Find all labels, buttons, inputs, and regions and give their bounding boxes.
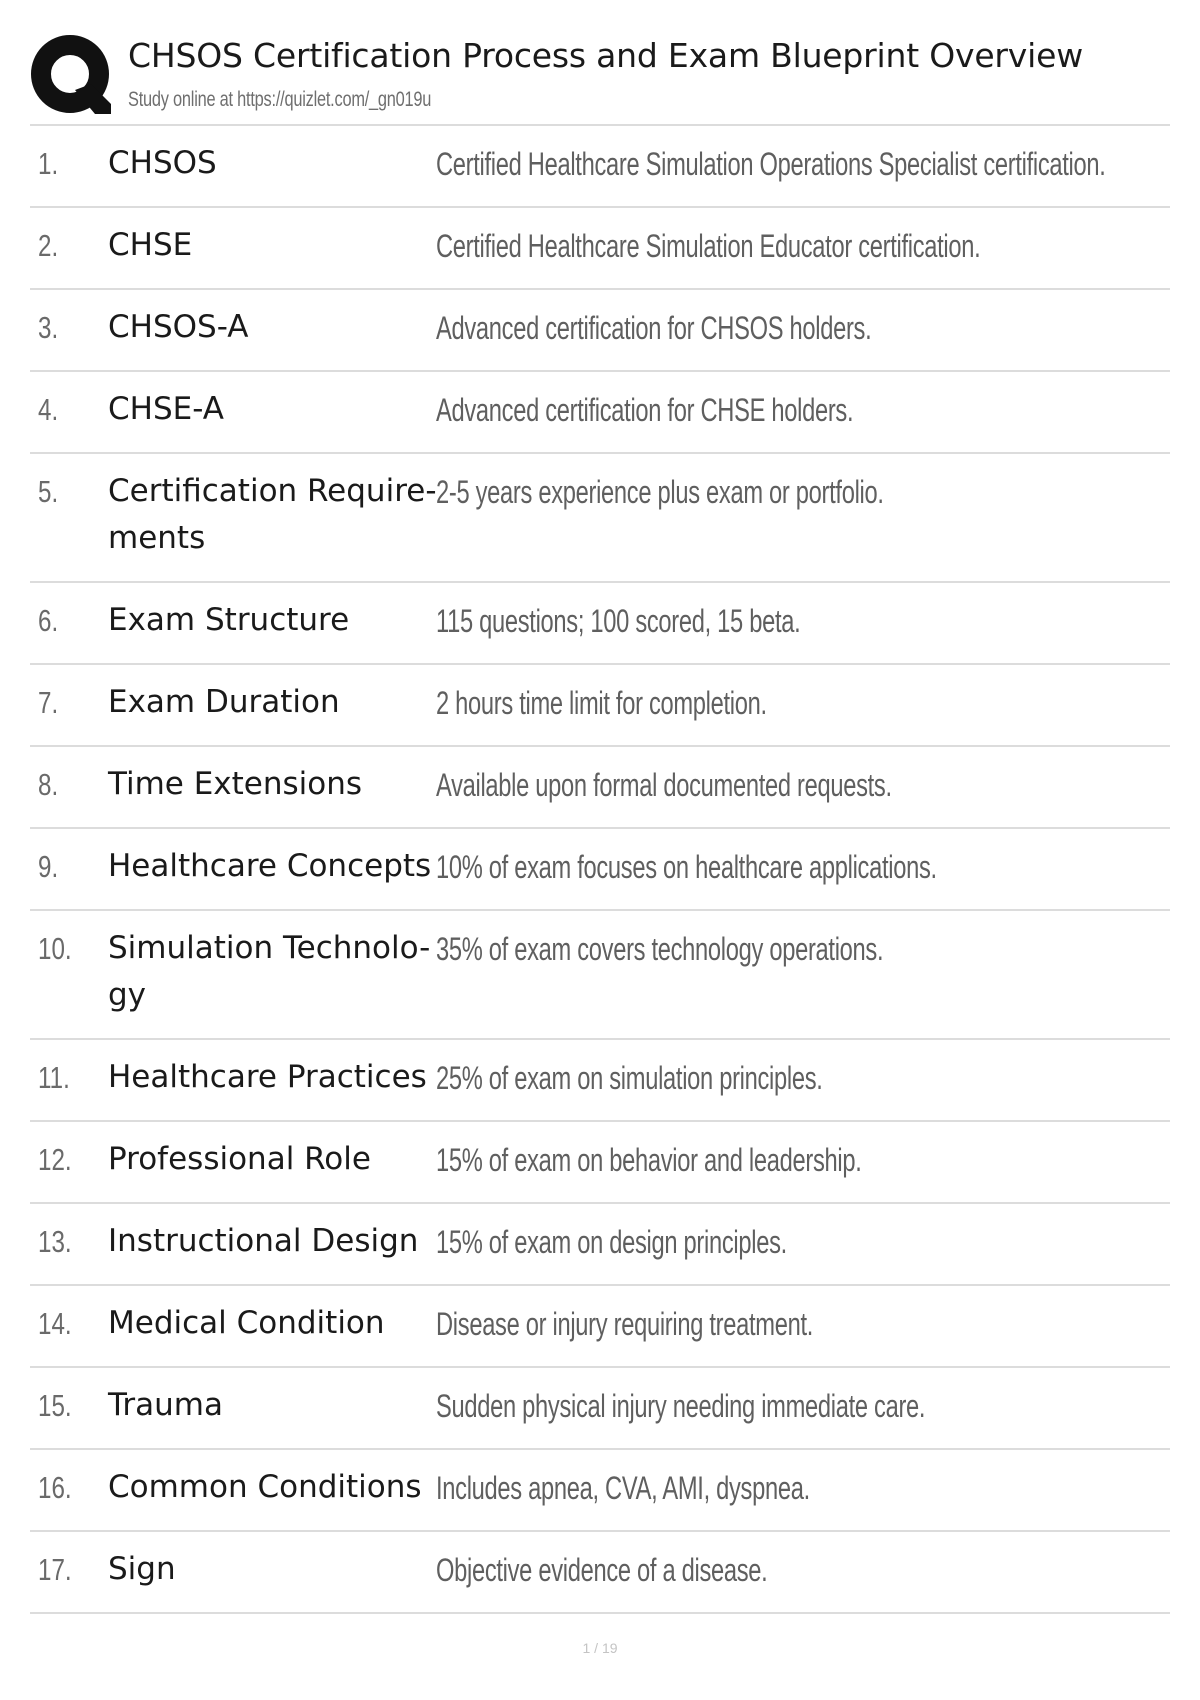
term-number: 9. bbox=[38, 849, 59, 884]
term-number: 16. bbox=[38, 1470, 72, 1505]
term-word: Simulation Technolo- gy bbox=[108, 930, 431, 1013]
term-word: CHSE-A bbox=[108, 391, 224, 427]
term-number: 11. bbox=[38, 1060, 70, 1095]
term-word: Healthcare Concepts bbox=[108, 848, 432, 884]
term-number: 7. bbox=[38, 685, 59, 720]
term-number: 3. bbox=[38, 310, 59, 345]
term-number: 8. bbox=[38, 767, 59, 802]
term-number: 12. bbox=[38, 1142, 72, 1177]
term-row bbox=[30, 208, 1170, 290]
term-word: Healthcare Practices bbox=[108, 1059, 427, 1095]
term-definition: Certified Healthcare Simulation Educator certification. bbox=[436, 228, 981, 264]
term-definition: 35% of exam covers technology operations. bbox=[436, 931, 884, 967]
term-word: Sign bbox=[108, 1551, 176, 1587]
term-definition: Certified Healthcare Simulation Operations Specialist certification. bbox=[436, 146, 1106, 182]
term-definition: 115 questions; 100 scored, 15 beta. bbox=[436, 603, 801, 639]
term-definition: 25% of exam on simulation principles. bbox=[436, 1060, 823, 1096]
term-row bbox=[30, 454, 1170, 583]
term-definition: Sudden physical injury needing immediate care. bbox=[436, 1388, 926, 1424]
term-number: 13. bbox=[38, 1224, 72, 1259]
term-number: 6. bbox=[38, 603, 59, 638]
page-header bbox=[30, 30, 1170, 126]
term-number: 14. bbox=[38, 1306, 72, 1341]
term-number: 1. bbox=[38, 146, 59, 181]
term-definition: 2 hours time limit for completion. bbox=[436, 685, 767, 721]
term-row bbox=[30, 1122, 1170, 1204]
term-row bbox=[30, 1286, 1170, 1368]
term-word: Instructional Design bbox=[108, 1223, 419, 1259]
term-row bbox=[30, 1532, 1170, 1614]
term-definition: Available upon formal documented requests. bbox=[436, 767, 892, 803]
term-definition: 15% of exam on behavior and leadership. bbox=[436, 1142, 862, 1178]
term-word: Certification Require- ments bbox=[108, 473, 437, 556]
term-word: CHSOS bbox=[108, 145, 217, 181]
term-row bbox=[30, 1450, 1170, 1532]
term-word: Medical Condition bbox=[108, 1305, 385, 1341]
term-definition: Advanced certification for CHSOS holders. bbox=[436, 310, 872, 346]
term-number: 2. bbox=[38, 228, 59, 263]
term-row bbox=[30, 829, 1170, 911]
term-row bbox=[30, 1204, 1170, 1286]
term-row bbox=[30, 372, 1170, 454]
term-definition: Disease or injury requiring treatment. bbox=[436, 1306, 814, 1342]
study-link[interactable]: Study online at https://quizlet.com/_gn019u bbox=[128, 88, 432, 111]
term-row bbox=[30, 126, 1170, 208]
term-row bbox=[30, 747, 1170, 829]
term-row bbox=[30, 1368, 1170, 1450]
term-definition: 2-5 years experience plus exam or portfolio. bbox=[436, 474, 884, 510]
term-row bbox=[30, 290, 1170, 372]
term-definition: Objective evidence of a disease. bbox=[436, 1552, 768, 1588]
term-row bbox=[30, 1040, 1170, 1122]
term-word: CHSOS-A bbox=[108, 309, 249, 345]
term-word: Trauma bbox=[108, 1387, 223, 1423]
page-number: 1 / 19 bbox=[582, 1640, 618, 1656]
quizlet-logo-icon bbox=[31, 34, 113, 120]
term-number: 5. bbox=[38, 474, 59, 509]
term-number: 15. bbox=[38, 1388, 72, 1423]
term-row bbox=[30, 911, 1170, 1040]
page-title: CHSOS Certification Process and Exam Blueprint Overview bbox=[128, 36, 1083, 75]
term-word: Exam Structure bbox=[108, 602, 350, 638]
term-row bbox=[30, 665, 1170, 747]
term-definition: 10% of exam focuses on healthcare applications. bbox=[436, 849, 937, 885]
term-definition: Includes apnea, CVA, AMI, dyspnea. bbox=[436, 1470, 810, 1506]
term-row bbox=[30, 583, 1170, 665]
term-definition: Advanced certification for CHSE holders. bbox=[436, 392, 854, 428]
term-list bbox=[30, 126, 1170, 1614]
term-definition: 15% of exam on design principles. bbox=[436, 1224, 787, 1260]
term-number: 4. bbox=[38, 392, 59, 427]
term-word: Common Conditions bbox=[108, 1469, 422, 1505]
term-number: 10. bbox=[38, 931, 72, 966]
term-word: Time Extensions bbox=[108, 766, 363, 802]
term-word: Professional Role bbox=[108, 1141, 371, 1177]
term-number: 17. bbox=[38, 1552, 72, 1587]
term-word: CHSE bbox=[108, 227, 193, 263]
term-word: Exam Duration bbox=[108, 684, 340, 720]
